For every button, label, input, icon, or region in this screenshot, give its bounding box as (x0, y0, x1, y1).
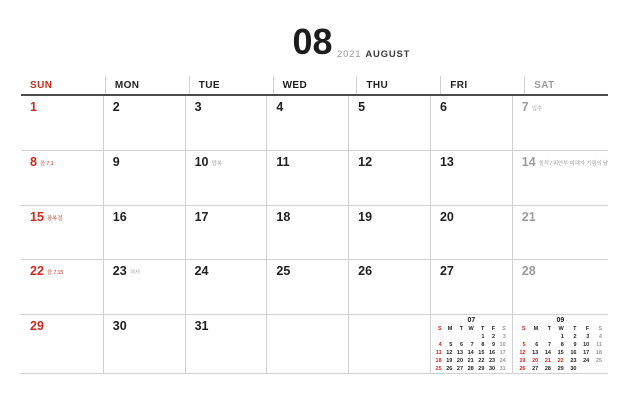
mini-calendar-09 (516, 317, 605, 373)
mini-day-22: 22 (557, 358, 564, 364)
mini-day-30: 30 (488, 366, 496, 372)
date-note: 광복절 (46, 216, 63, 222)
mini-day-27: 27 (532, 366, 539, 372)
date-cell-17 (185, 205, 267, 259)
date-number: 14 (521, 155, 536, 169)
mini-day-23: 23 (570, 358, 577, 364)
mini-calendar-cell (430, 314, 512, 373)
mini-day-15: 15 (478, 350, 485, 356)
date-content (358, 101, 430, 114)
mini-day-5: 5 (522, 342, 526, 348)
mini-day-31: 31 (499, 366, 506, 372)
mini-weekday: S (437, 326, 442, 332)
date-content (276, 101, 348, 114)
mini-day-26: 26 (446, 366, 453, 372)
mini-day-empty (592, 366, 605, 373)
date-cell-2 (103, 96, 185, 150)
mini-day-empty (541, 334, 554, 341)
date-content (30, 320, 103, 333)
mini-day-25: 25 (595, 358, 602, 364)
mini-day-2: 2 (492, 334, 496, 340)
mini-day-7: 7 (470, 342, 474, 348)
date-cell-20 (430, 205, 512, 259)
date-cell-4 (266, 96, 348, 150)
date-cell-25 (266, 259, 348, 314)
date-number: 7 (521, 100, 529, 114)
mini-day-16: 16 (570, 350, 577, 356)
mini-day-22: 22 (478, 358, 485, 364)
mini-day-23: 23 (488, 358, 496, 364)
mini-day-24: 24 (499, 358, 506, 364)
mini-day-1: 1 (560, 334, 564, 340)
mini-day-7: 7 (547, 342, 551, 348)
mini-day-26: 26 (519, 366, 526, 372)
weekday-mon: MON (105, 76, 189, 94)
mini-weekday: F (585, 326, 590, 332)
mini-calendar-07 (434, 317, 509, 373)
date-content (195, 265, 267, 278)
mini-day-17: 17 (499, 350, 506, 356)
date-number: 5 (358, 100, 366, 114)
mini-day-empty (434, 334, 445, 341)
mini-day-1: 1 (481, 334, 485, 340)
date-cell-14 (512, 150, 608, 205)
date-number: 26 (358, 264, 373, 278)
mini-weekday: W (558, 326, 564, 332)
date-cell-28 (512, 259, 608, 314)
mini-day-empty (529, 334, 542, 341)
mini-day-empty (466, 334, 477, 341)
date-cell-8 (21, 150, 103, 205)
mini-weekday: T (481, 326, 485, 332)
mini-day-21: 21 (544, 358, 551, 364)
date-number: 17 (194, 210, 209, 224)
date-cell-18 (266, 205, 348, 259)
date-number: 1 (30, 100, 37, 114)
date-number: 18 (276, 210, 291, 224)
mini-weekday: M (447, 326, 453, 332)
date-cell-6 (430, 96, 512, 150)
date-number: 30 (112, 319, 127, 333)
mini-day-8: 8 (560, 342, 564, 348)
date-content (276, 265, 348, 278)
mini-day-29: 29 (478, 366, 485, 372)
date-cell-29 (21, 314, 103, 373)
date-content (440, 211, 512, 224)
date-content (30, 265, 103, 278)
date-content (113, 265, 185, 278)
date-content (440, 101, 512, 114)
date-content (113, 101, 185, 114)
date-number: 9 (112, 155, 120, 169)
mini-day-6: 6 (459, 342, 464, 348)
mini-day-25: 25 (435, 366, 442, 372)
mini-day-5: 5 (449, 342, 453, 348)
date-number: 19 (358, 210, 373, 224)
date-cell-31 (185, 314, 267, 373)
weekday-tue: TUE (189, 76, 273, 94)
mini-day-empty (455, 334, 466, 341)
date-note: 칠석 / 위안부 피해자 기림의 날 (538, 161, 608, 167)
weekday-sat: SAT (524, 76, 608, 94)
date-content (358, 211, 430, 224)
date-number: 24 (194, 264, 209, 278)
mini-day-12: 12 (519, 350, 526, 356)
date-number: 2 (112, 100, 120, 114)
mini-day-24: 24 (583, 358, 590, 364)
date-cell-24 (185, 259, 267, 314)
weekday-fri: FRI (440, 76, 524, 94)
date-content (195, 101, 267, 114)
date-number: 12 (358, 155, 373, 169)
date-content (113, 320, 185, 333)
date-cell-3 (185, 96, 267, 150)
date-note: 음 7.1 (39, 161, 54, 167)
date-number: 28 (521, 264, 536, 278)
date-content (276, 211, 348, 224)
date-cell-7 (512, 96, 608, 150)
date-note: 입추 (531, 106, 542, 112)
mini-weekday: M (533, 326, 539, 332)
mini-day-8: 8 (481, 342, 485, 348)
mini-weekday: W (468, 326, 474, 332)
mini-day-6: 6 (535, 342, 539, 348)
mini-day-empty (516, 334, 529, 341)
dates-grid (21, 96, 608, 374)
mini-day-10: 10 (583, 342, 590, 348)
mini-day-13: 13 (456, 350, 464, 356)
date-cell-19 (348, 205, 430, 259)
page-title-month-number: 08 (292, 21, 333, 62)
mini-day-14: 14 (467, 350, 474, 356)
mini-day-9: 9 (492, 342, 496, 348)
mini-day-18: 18 (435, 358, 442, 364)
date-number: 15 (30, 210, 44, 224)
empty-cell (348, 314, 430, 373)
mini-day-4: 4 (438, 342, 442, 348)
title-year: 2021 (337, 49, 362, 60)
mini-day-9: 9 (573, 342, 577, 348)
empty-cell (266, 314, 348, 373)
mini-day-27: 27 (456, 366, 464, 372)
mini-weekday: S (521, 326, 526, 332)
date-content (522, 211, 608, 224)
date-number: 11 (276, 155, 290, 169)
date-number: 22 (30, 264, 44, 278)
date-cell-26 (348, 259, 430, 314)
mini-weekday: S (598, 326, 602, 332)
mini-day-20: 20 (456, 358, 464, 364)
date-cell-5 (348, 96, 430, 150)
date-number: 20 (439, 210, 454, 224)
date-content (522, 101, 608, 114)
date-cell-23 (103, 259, 185, 314)
mini-day-21: 21 (467, 358, 474, 364)
mini-day-empty (580, 366, 593, 373)
calendar (21, 76, 608, 374)
mini-day-18: 18 (595, 350, 602, 356)
date-content (113, 211, 185, 224)
mini-day-3: 3 (502, 334, 506, 340)
date-number: 6 (439, 100, 447, 114)
title-month-name: AUGUST (365, 49, 411, 60)
mini-day-14: 14 (544, 350, 551, 356)
date-content (522, 156, 608, 169)
mini-calendar-title: 09 (556, 317, 565, 324)
mini-weekday: T (459, 326, 464, 332)
weekday-wed: WED (273, 76, 357, 94)
date-number: 13 (439, 155, 454, 169)
mini-day-11: 11 (435, 350, 442, 356)
date-cell-30 (103, 314, 185, 373)
date-number: 29 (30, 319, 44, 333)
date-cell-22 (21, 259, 103, 314)
mini-day-17: 17 (583, 350, 590, 356)
date-cell-13 (430, 150, 512, 205)
mini-day-16: 16 (488, 350, 496, 356)
mini-day-empty (445, 334, 456, 341)
date-note: 처서 (129, 270, 140, 276)
date-number: 16 (112, 210, 127, 224)
date-number: 4 (276, 100, 284, 114)
date-content (30, 211, 103, 224)
date-content (195, 156, 267, 169)
date-content (358, 156, 430, 169)
page-title-sub (337, 49, 410, 60)
mini-calendar-grid (434, 326, 509, 373)
date-cell-11 (266, 150, 348, 205)
date-note: 말복 (211, 161, 222, 167)
date-cell-9 (103, 150, 185, 205)
mini-day-12: 12 (446, 350, 453, 356)
date-content (195, 320, 267, 333)
date-cell-21 (512, 205, 608, 259)
date-content (30, 156, 103, 169)
mini-day-13: 13 (532, 350, 539, 356)
mini-weekday: T (573, 326, 577, 332)
date-number: 8 (30, 155, 37, 169)
date-number: 25 (276, 264, 291, 278)
date-content (276, 156, 348, 169)
date-number: 23 (112, 264, 127, 278)
date-content (440, 156, 512, 169)
mini-weekday: F (491, 326, 496, 332)
mini-day-28: 28 (544, 366, 551, 372)
date-note: 음 7.15 (46, 270, 64, 276)
mini-day-29: 29 (557, 366, 564, 372)
date-number: 27 (439, 264, 454, 278)
date-number: 21 (521, 210, 536, 224)
weekday-sun: SUN (30, 79, 53, 91)
date-content (113, 156, 185, 169)
mini-day-19: 19 (519, 358, 526, 364)
mini-day-28: 28 (467, 366, 474, 372)
date-number: 10 (194, 155, 209, 169)
mini-day-19: 19 (446, 358, 453, 364)
mini-weekday: S (502, 326, 506, 332)
mini-calendar-cell (512, 314, 608, 373)
weekday-thu: THU (356, 76, 440, 94)
date-content (358, 265, 430, 278)
weekday-row (21, 76, 608, 96)
mini-weekday: T (547, 326, 551, 332)
mini-day-4: 4 (598, 334, 602, 340)
date-cell-10 (185, 150, 267, 205)
date-cell-27 (430, 259, 512, 314)
date-number: 31 (194, 319, 209, 333)
date-cell-1 (21, 96, 103, 150)
mini-day-10: 10 (499, 342, 506, 348)
date-cell-16 (103, 205, 185, 259)
mini-day-2: 2 (573, 334, 577, 340)
date-content (522, 265, 608, 278)
mini-day-11: 11 (596, 342, 602, 348)
mini-calendar-title: 07 (467, 317, 476, 324)
mini-day-30: 30 (570, 366, 577, 372)
date-cell-12 (348, 150, 430, 205)
mini-day-15: 15 (557, 350, 564, 356)
date-content (195, 211, 267, 224)
date-number: 3 (194, 100, 202, 114)
date-content (440, 265, 512, 278)
mini-calendar-grid (516, 326, 605, 373)
date-content (30, 101, 103, 114)
mini-day-20: 20 (532, 358, 539, 364)
date-cell-15 (21, 205, 103, 259)
mini-day-3: 3 (586, 334, 590, 340)
